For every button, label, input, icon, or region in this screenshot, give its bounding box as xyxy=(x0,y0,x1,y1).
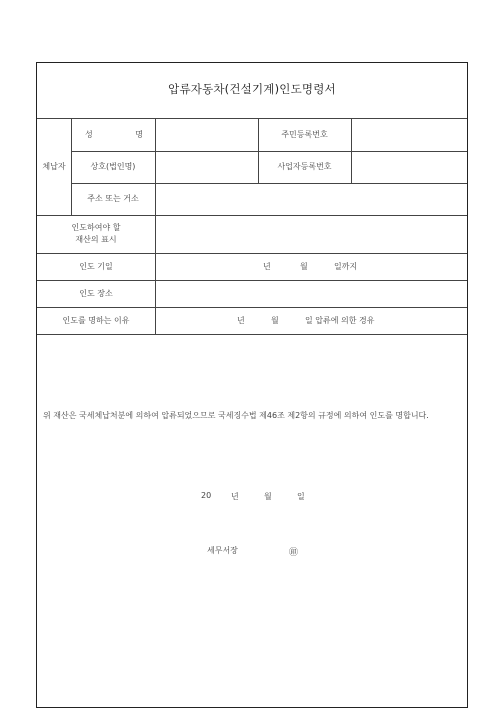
property-label-line1: 인도하여야 할 xyxy=(71,223,121,233)
company-label: 상호(법인명) xyxy=(90,162,136,172)
reason-value xyxy=(155,307,467,334)
address-label: 주소 또는 거소 xyxy=(87,194,139,204)
name-value xyxy=(155,118,258,151)
order-statement: 위 재산은 국세체납처분에 의하여 압류되었으므로 국세징수법 제46조 제2항의 규정에 의하여 인도를 명합니다. xyxy=(43,411,429,420)
tax-office-head: 세무서장 xyxy=(207,546,238,555)
business-number-label: 사업자등록번호 xyxy=(277,162,332,172)
issue-year-unit: 년 xyxy=(231,492,239,501)
property-value xyxy=(155,215,467,253)
name-label-right: 명 xyxy=(135,129,143,139)
address-value xyxy=(155,183,467,215)
delivery-place-label: 인도 장소 xyxy=(79,288,113,298)
delivery-place-value xyxy=(155,280,467,307)
issue-month-unit: 월 xyxy=(264,492,272,501)
delivery-date-label: 인도 기일 xyxy=(79,261,113,271)
name-label-left: 성 xyxy=(85,129,93,139)
property-label xyxy=(37,215,155,253)
business-number-value xyxy=(351,151,467,183)
delivery-date-value xyxy=(155,253,467,280)
table-bottom-border xyxy=(37,334,467,335)
order-form xyxy=(36,62,468,708)
delivery-day-until: 일까지 xyxy=(334,261,358,271)
form-title: 압류자동차(건설기계)인도명령서 xyxy=(168,82,336,96)
reason-label: 인도를 명하는 이유 xyxy=(62,315,130,325)
delivery-year-unit: 년 xyxy=(263,261,271,271)
delivery-month-unit: 월 xyxy=(300,261,308,271)
resident-number-label: 주민등록번호 xyxy=(281,129,328,139)
reason-month-unit: 월 xyxy=(271,315,279,325)
seal-mark: ㊞ xyxy=(289,548,299,558)
reason-text: 일 압류에 의한 경유 xyxy=(305,315,375,325)
taxpayer-label: 체납자 xyxy=(42,161,66,171)
name-label xyxy=(71,118,155,151)
issue-year: 20 xyxy=(201,491,212,500)
resident-number-value xyxy=(351,118,467,151)
reason-year-unit: 년 xyxy=(237,315,245,325)
issue-day-unit: 일 xyxy=(297,492,305,501)
company-value xyxy=(155,151,258,183)
property-label-line2: 재산의 표시 xyxy=(75,235,117,244)
